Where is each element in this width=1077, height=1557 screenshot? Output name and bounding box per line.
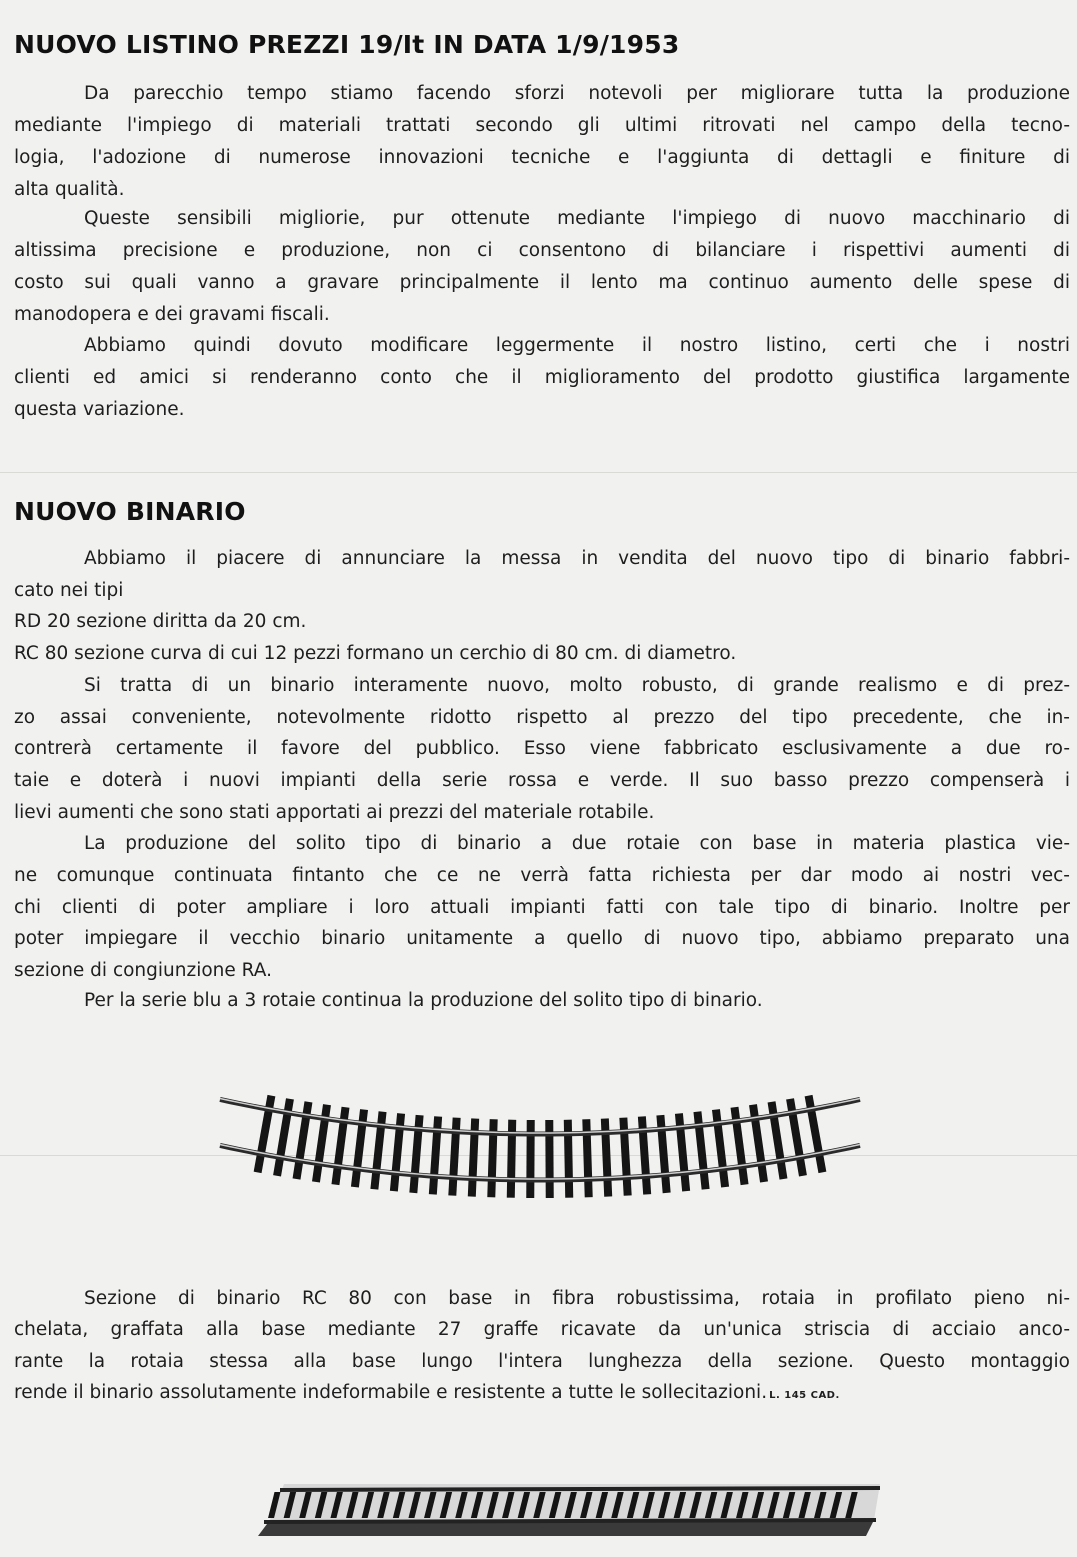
text-line: RD 20 sezione diritta da 20 cm. xyxy=(14,611,307,632)
text-line: taie e doterà i nuovi impianti della serie rossa e verde. Il suo basso prezzo compenserà i xyxy=(14,770,1070,791)
text-line: poter impiegare il vecchio binario unitamente a quello di nuovo tipo, abbiamo preparato una xyxy=(14,928,1070,949)
straight-track-illustration xyxy=(240,1470,880,1542)
text-line: alta qualità. xyxy=(14,179,125,200)
text-line: clienti ed amici si renderanno conto che il miglioramento del prodotto giustifica largamente xyxy=(14,367,1070,388)
text-line: Si tratta di un binario interamente nuovo, molto robusto, di grande realismo e di prez- xyxy=(84,675,1070,696)
text-line: lievi aumenti che sono stati apportati ai prezzi del materiale rotabile. xyxy=(14,802,655,823)
text-line: La produzione del solito tipo di binario a due rotaie con base in materia plastica vie- xyxy=(84,833,1070,854)
text-line: sezione di congiunzione RA. xyxy=(14,960,272,981)
text-line: RC 80 sezione curva di cui 12 pezzi formano un cerchio di 80 cm. di diametro. xyxy=(14,643,737,664)
text-line: logia, l'adozione di numerose innovazioni tecniche e l'aggiunta di dettagli e finiture di xyxy=(14,147,1070,168)
text-line: costo sui quali vanno a gravare principalmente il lento ma continuo aumento delle spese di xyxy=(14,272,1070,293)
text-line: Per la serie blu a 3 rotaie continua la produzione del solito tipo di binario. xyxy=(84,990,763,1011)
text-line xyxy=(14,1377,1070,1409)
rail xyxy=(264,1520,876,1522)
text-line: altissima precisione e produzione, non ci consentono di bilanciare i rispettivi aumenti di xyxy=(14,240,1070,261)
text-line: Abbiamo quindi dovuto modificare leggermente il nostro listino, certi che i nostri xyxy=(84,335,1070,356)
text-line: mediante l'impiego di materiali trattati secondo gli ultimi ritrovati nel campo della tecno- xyxy=(14,115,1070,136)
price-label: L. 145 CAD. xyxy=(769,1390,840,1401)
text-line: manodopera e dei gravami fiscali. xyxy=(14,304,330,325)
text-line: questa variazione. xyxy=(14,399,185,420)
text-line: contrerà certamente il favore del pubblico. Esso viene fabbricato esclusivamente a due ro- xyxy=(14,738,1070,759)
text-line: Da parecchio tempo stiamo facendo sforzi notevoli per migliorare tutta la produzione xyxy=(84,83,1070,104)
text-line: Abbiamo il piacere di annunciare la messa in vendita del nuovo tipo di binario fabbri- xyxy=(84,548,1070,569)
section-heading: NUOVO BINARIO xyxy=(14,497,246,526)
text-line: rante la rotaia stessa alla base lungo l'intera lunghezza della sezione. Questo montaggio xyxy=(14,1351,1070,1372)
text-line: ne comunque continuata fintanto che ce ne verrà fatta richiesta per dar modo ai nostri vec- xyxy=(14,865,1070,886)
rail xyxy=(280,1488,880,1490)
text-line: zo assai conveniente, notevolmente ridotto rispetto al prezzo del tipo precedente, che in- xyxy=(14,707,1070,728)
page-title: NUOVO LISTINO PREZZI 19/It IN DATA 1/9/1953 xyxy=(14,30,680,59)
text-line: chelata, graffata alla base mediante 27 graffe ricavate da un'unica striscia di acciaio anco- xyxy=(14,1319,1070,1340)
rail-highlight xyxy=(220,1098,860,1133)
text-line: Queste sensibili migliorie, pur ottenute mediante l'impiego di nuovo macchinario di xyxy=(84,208,1070,229)
text-line: Sezione di binario RC 80 con base in fibra robustissima, rotaia in profilato pieno ni- xyxy=(84,1288,1070,1309)
fold-line xyxy=(0,472,1077,473)
curved-track-illustration xyxy=(200,1070,880,1210)
text-line-content: rende il binario assolutamente indeformabile e resistente a tutte le sollecitazioni. xyxy=(14,1382,768,1403)
text-line: chi clienti di poter ampliare i loro attuali impianti fatti con tale tipo di binario. Inoltre per xyxy=(14,897,1070,918)
text-line: cato nei tipi xyxy=(14,580,124,601)
